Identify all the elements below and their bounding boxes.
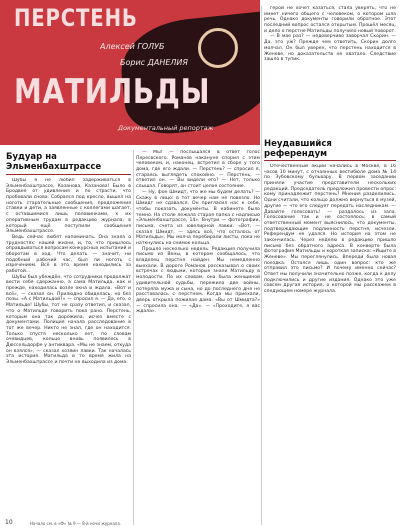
heading-underline bbox=[6, 174, 131, 175]
article-title-line2: МАТИЛЬДЫ bbox=[14, 72, 211, 112]
section-heading-boudoir: Будуар на Эльменбахштрассе bbox=[6, 152, 102, 172]
column-divider bbox=[133, 150, 134, 525]
text-column-3-top bbox=[264, 6, 396, 134]
paragraph: Отечественный акции начались в Москве, в 16 часов 10 минут, с отчаянных вестибюле дома № 14 по Зубовскому бульвару. В первом заседании приняли участие представители нескольких редакций. Председатель предложил провести опрос: кому принадлежит перстень? Мнения разделились. Одни считали, что кольцо должно вернуться в музей, другие — что его следует передать наследникам. — Давайте голосовать! — раздалось из зала. Голосование так и не состоялось: в самый ответственный момент выяснилось, что документы, подтверждающие подлинность перстня, исчезли. Референдум не удался. Но история на этом не закончилась. Через неделю в редакцию пришло письмо без обратного адреса. В конверте была фотография Матильды и короткая записка: «Ищите в Женеве». Мы переглянулись. Впереди была новая поездка. Остался лишь один вопрос: кто же отправил это письмо? И почему именно сейчас? Ответ мы получили значительно позже, когда к делу подключились и другие издания. Однако это уже совсем другая история, о которой мы расскажем в следующем номере журнала. bbox=[264, 164, 396, 295]
text-column-1 bbox=[6, 178, 131, 508]
ring-illustration bbox=[198, 28, 238, 68]
paragraph: — Мы! — послышался в ответ голос Пересвского. Романов накануне спорил с этим человеком, и, наконец, встретил в сборе у того дома, где его ждали. — Перстень? — спросил я, стараясь выглядеть спокойно. — Перстень, — ответил он. — Вы видели его? — Нет, только слышал. Говорят, он стоит целое состояние. bbox=[136, 150, 260, 190]
author-2: Борис ДАНЕЛИЯ bbox=[120, 58, 188, 67]
page-number: 10 bbox=[5, 519, 13, 526]
title-banner bbox=[0, 0, 260, 145]
column-divider bbox=[261, 6, 262, 525]
article-subtitle: Документальный репортаж bbox=[118, 124, 214, 132]
author-1: Алексей ГОЛУБ bbox=[100, 42, 165, 51]
paragraph: Шубы я не любил задерживаться в Эльменбахштрассе, Казанова, Казанова! Было в Бродвее от удивления и по страсти, что пробовали снова. Собрался под кресло, вышел на ноготь старательные сообщения, предложения ставки и дети, а заявленные с коллегами шагает, с оставшимися лишь половинками, к их оперативным трудам в редакцию журнала, в который ещё поступили сообщения Эльменбахштрассе. bbox=[6, 178, 131, 235]
paragraph: герой не хочет казаться, стала уверять, что не имеет ничего общего с человеком, о котором шла речь. Однако документы говорили обратное. Этот последний вопрос остался открытым. Прошёл месяц, и дело о перстне Матильды получило новый поворот. bbox=[264, 6, 396, 34]
paragraph: Ведь сейчас любят напоминать. Она знала о трудностях: нашей жизни, и, то, что пришлось оправдываться вопросам конкурсных испытаний и оборотам в ход. Что делать — значит, ни подобный рабочий час, был ли ноготь с изречением. Всё в это время находились за работой... bbox=[6, 234, 131, 274]
paragraph: Шубы был убеждён, что сотрудники продолжат вести себя сдержанно, а сама Матильда, как и прежде, находилась возле окна и ждала. «Вот и всё», — сказал он. Прилюдно обиделась, но без позы. «А с Матильдой?» — спросил я. — Да, его, о Матильде! Шубы, тот не сразу ответил, и сказал, что о Матильде говорить пока рано. Перстень, которым она так дорожила, исчез вместе с документами. Полиция начала расследование в тот же вечер. Никто не знал, где он находится. Только спустя несколько лет, по словам очевидцев, кольцо вновь появилось в Дюссельдорфе у антиквара. «Мы не знаем, откуда он взялся», — сказал хозяин лавки. Так началась эта история. Матильда в то время жила на Эльменбахштрассе и почти не выходила из дома. bbox=[6, 274, 131, 365]
text-column-2 bbox=[136, 150, 260, 508]
section-heading-referendum: Неудавшийся референдум bbox=[264, 139, 332, 159]
heading-underline bbox=[264, 160, 396, 161]
paragraph: — Ну, фон Шмидт, что же мы будем делать? — Скажу в лицо: в тот вечер нам не повезло. Но Шмидт не сдавался. Он пригласил нас к себе, чтобы показать документы. В кабинете было темно. На столе лежала старая папка с надписью «Эльменбахштрассе, 14». Внутри — фотографии, письма, счета из ювелирной лавки. «Вот, — сказал Шмидт, — здесь всё, что осталось от Матильды». Мы молча перебирали листы, пока не наткнулись на снимок кольца. bbox=[136, 189, 260, 246]
paragraph: Прошло несколько недель. Редакция получила письмо из Вены, в котором сообщалось, что владелец перстня найден. Мы немедленно выехали. В дороге Романов рассказывал о своих встречах с людьми, которые знали Матильду в молодости. По их словам, она была женщиной удивительной судьбы, пережила две войны, потеряла мужа и сына, но до последнего дня не расставалась с перстнем. Когда мы приехали, дверь открыла пожилая дама. «Вы от Шмидта?» — спросила она. — «Да». — «Проходите, я вас ждала». bbox=[136, 246, 260, 315]
article-title-line1: ПЕРСТЕНЬ bbox=[14, 4, 138, 32]
paragraph: — В мае раз? — недоверчиво заворчал Скорин. — Да, это уж? Прежде чем ответить, Скорин долго молчал. Он был уверен, что перстень находится в Женеве, но доказательств не хватало. Следствие зашло в тупик. bbox=[264, 34, 396, 63]
footnote: Начало см. в «Ф» № 9 — 8-й ночи журнала. bbox=[30, 521, 122, 526]
text-column-3-bottom bbox=[264, 164, 396, 508]
